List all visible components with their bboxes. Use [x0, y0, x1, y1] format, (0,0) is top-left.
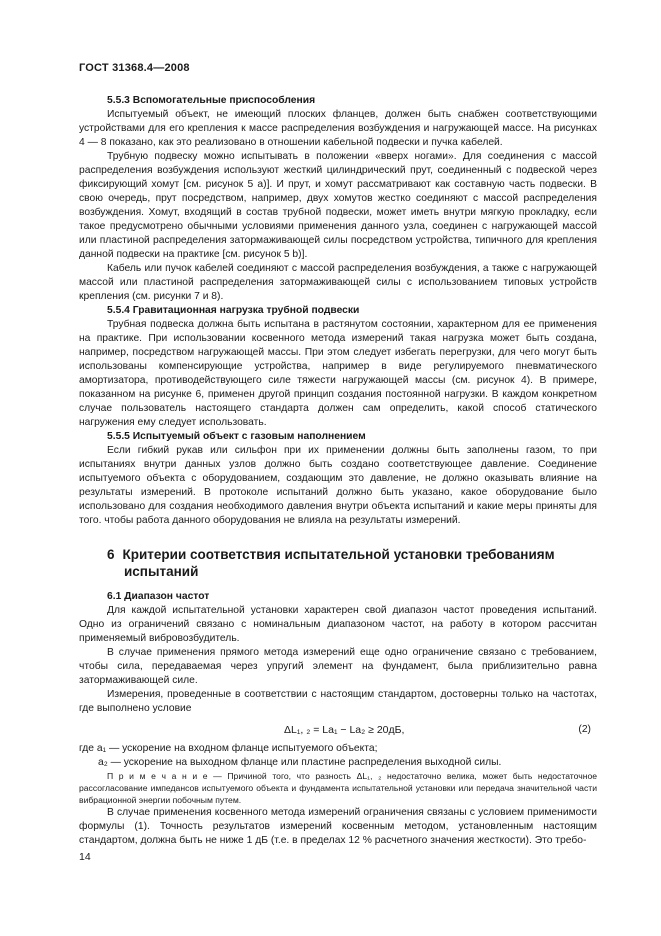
paragraph: Кабель или пучок кабелей соединяют с массой распределения возбуждения, а также с нагружающей массой или пластиной распределения затормаживающей силы c использованием типовых устройств крепления (см. рисунки 7 и 8).: [79, 263, 597, 302]
section-5-5-4-heading: 5.5.4 Гравитационная нагрузка трубной подвески: [107, 305, 360, 316]
formula-legend-a2: a₂ — ускорение на выходном фланце или пластине распределения выходной силы.: [98, 757, 502, 768]
paragraph: В случае применения прямого метода измерений еще одно ограничение связано с требованием, чтобы сила, передаваемая через упругий элемент на фундамент, была приблизительно равна затормаживающей силе.: [79, 647, 597, 686]
paragraph: Измерения, проведенные в соответствии с настоящим стандартом, достоверны только на частотах, где выполнено условие: [79, 689, 597, 714]
note: [79, 770, 597, 806]
formula-2: [79, 720, 597, 740]
section-title-line2: испытаний: [124, 564, 199, 579]
section-6-1-heading: 6.1 Диапазон частот: [107, 591, 210, 602]
formula-number: (2): [578, 724, 591, 735]
note-label: П р и м е ч а н и е: [107, 771, 208, 781]
paragraph: В случае применения косвенного метода измерений ограничения связаны с условием применимости формулы (1). Точность результатов измерений косвенным методом, установленным настоящим стандартом, должна быть не ниже 1 дБ (т.е. в пределах 12 % расчетного значения жесткости). Это требо-: [79, 807, 597, 846]
section-title-line1: Критерии соответствия испытательной установки требованиям: [122, 547, 555, 562]
section-number: 6: [107, 547, 115, 562]
formula-expression: ΔL₁, ₂ = La₁ − La₂ ≥ 20дБ,: [284, 724, 405, 736]
paragraph: Трубную подвеску можно испытывать в положении «вверх ногами». Для соединения с массой распределения возбуждения используют жесткий цилиндрический прут, соединенный с подвеской через фиксирующий хомут [см. рисунок 5 а)]. И прут, и хомут рассматривают как составную часть подвески. В свою очередь, прут посредством, например, двух хомутов жестко соединяют с массой распределения возбуждения. Хомут, входящий в состав трубной подвески, может иметь внутри мягкую прокладку, если такое предусмотрено обычными условиями применения данного узла, соединен с нагружающей массой или пластиной распределения затормаживающей силы посредством устройства, типичного для крепления данной подвески на практике [см. рисунок 5 b)].: [79, 151, 597, 260]
section-6-heading: [79, 546, 597, 580]
paragraph: Если гибкий рукав или сильфон при их применении должны быть заполнены газом, то при испытаниях внутри данных узлов должно быть создано соответствующее давление. Соединение испытуемого объекта с оборудованием, создающим это давление, не должно оказывать влияние на результаты измерений. В протоколе испытаний должно быть указано, какое оборудование было использовано для создания необходимого давления внутри объекта испытаний и какие меры приняты для того. чтобы работа данного оборудования не влияла на результаты измерений.: [79, 445, 597, 526]
page-number: 14: [79, 851, 91, 863]
note-text: — Причиной того, что разность ΔL₁, ₂ недостаточно велика, может быть недостаточное рассогласование импедансов испытуемого объекта и фундамента испытательной установки или передача значительной части вибрационной энергии побочным путем.: [79, 771, 597, 805]
formula-legend-a1: где a₁ — ускорение на входном фланце испытуемого объекта;: [79, 743, 378, 754]
paragraph: Для каждой испытательной установки характерен свой диапазон частот проведения испытаний. Одно из ограничений связано с номинальным диапазоном частот, на работу в котором рассчитан применяемый вибровозбудитель.: [79, 605, 597, 644]
document-header: ГОСТ 31368.4—2008: [79, 62, 190, 74]
paragraph: Испытуемый объект, не имеющий плоских фланцев, должен быть снабжен соответствующими устройствами для его крепления к массе распределения возбуждения и нагружающей массе. На рисунках 4 — 8 показано, как это реализовано в отношении кабельной подвески и пучка кабелей.: [79, 109, 597, 148]
paragraph: Трубная подвеска должна быть испытана в растянутом состоянии, характерном для ее применения на практике. При использовании косвенного метода измерений такая нагрузка может быть создана, например, посредством нагружающей массы. При этом следует избегать перегрузки, для чего могут быть использованы компенсирующие устройства, например в виде регулируемого пневматического амортизатора, противодействующего силе тяжести нагружающей массы (см. рисунок 4). В примере, показанном на рисунке 6, применен другой принцип создания постоянной нагрузки. В каждом конкретном случае пользователь настоящего стандарта должен сам определить, какой способ статического нагружения ему следует использовать.: [79, 319, 597, 428]
section-5-5-3-heading: 5.5.3 Вспомогательные приспособления: [107, 95, 316, 106]
section-5-5-5-heading: 5.5.5 Испытуемый объект с газовым наполнением: [107, 431, 366, 442]
document-body: [79, 94, 597, 848]
